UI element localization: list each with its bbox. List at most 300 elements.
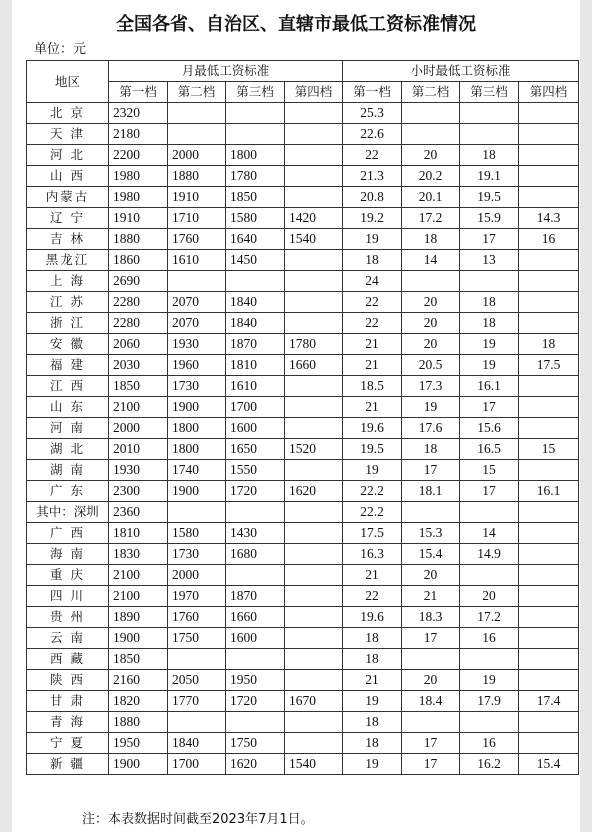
hourly-tier-4-cell: [519, 502, 579, 523]
monthly-tier-1-cell: 2320: [109, 103, 168, 124]
hourly-tier-2-cell: 17: [402, 754, 460, 775]
monthly-tier-4-cell: [285, 292, 343, 313]
monthly-tier-2-cell: 1970: [168, 586, 226, 607]
hourly-tier-2-cell: 20.2: [402, 166, 460, 187]
region-cell: 安 徽: [27, 334, 109, 355]
hourly-tier-3-cell: 17: [460, 481, 519, 502]
table-row: [27, 565, 579, 586]
table-row: [27, 166, 579, 187]
monthly-tier-2-cell: 1960: [168, 355, 226, 376]
unit-label: 单位：元: [34, 42, 87, 57]
hourly-tier-4-cell: [519, 523, 579, 544]
hourly-tier-3-cell: 17: [460, 229, 519, 250]
monthly-tier-4-cell: [285, 607, 343, 628]
hourly-tier-2-cell: 20.1: [402, 187, 460, 208]
hourly-tier-3-cell: 17: [460, 397, 519, 418]
hourly-tier-3-cell: 15.6: [460, 418, 519, 439]
monthly-tier-1-cell: 2300: [109, 481, 168, 502]
header-monthly-tier-2: 第二档: [168, 82, 226, 103]
region-cell: 其中：深圳: [27, 502, 109, 523]
monthly-tier-4-cell: [285, 397, 343, 418]
monthly-tier-3-cell: 1660: [226, 607, 285, 628]
hourly-tier-1-cell: 21: [343, 397, 402, 418]
region-cell: 甘 肃: [27, 691, 109, 712]
hourly-tier-3-cell: 17.9: [460, 691, 519, 712]
table-row: [27, 376, 579, 397]
hourly-tier-1-cell: 19: [343, 229, 402, 250]
table-row: [27, 397, 579, 418]
hourly-tier-3-cell: 19.1: [460, 166, 519, 187]
table-row: [27, 292, 579, 313]
hourly-tier-2-cell: [402, 649, 460, 670]
hourly-tier-1-cell: 18: [343, 733, 402, 754]
hourly-tier-1-cell: 16.3: [343, 544, 402, 565]
monthly-tier-2-cell: 1760: [168, 607, 226, 628]
table-row: [27, 670, 579, 691]
monthly-tier-2-cell: 2050: [168, 670, 226, 691]
monthly-tier-1-cell: 2280: [109, 292, 168, 313]
monthly-tier-2-cell: [168, 712, 226, 733]
hourly-tier-2-cell: 19: [402, 397, 460, 418]
monthly-tier-2-cell: 1760: [168, 229, 226, 250]
monthly-tier-4-cell: [285, 670, 343, 691]
header-hourly: 小时最低工资标准: [343, 61, 579, 82]
header-row-tiers: [27, 82, 579, 103]
table-row: [27, 544, 579, 565]
hourly-tier-2-cell: 17.6: [402, 418, 460, 439]
monthly-tier-1-cell: 1820: [109, 691, 168, 712]
monthly-tier-2-cell: 1910: [168, 187, 226, 208]
header-monthly: 月最低工资标准: [109, 61, 343, 82]
region-cell: 浙 江: [27, 313, 109, 334]
region-cell: 云 南: [27, 628, 109, 649]
monthly-tier-4-cell: [285, 649, 343, 670]
monthly-tier-4-cell: [285, 523, 343, 544]
monthly-tier-2-cell: [168, 649, 226, 670]
monthly-tier-3-cell: 1640: [226, 229, 285, 250]
hourly-tier-3-cell: [460, 271, 519, 292]
table-row: [27, 691, 579, 712]
hourly-tier-1-cell: 19: [343, 691, 402, 712]
monthly-tier-2-cell: 1700: [168, 754, 226, 775]
monthly-tier-2-cell: 1710: [168, 208, 226, 229]
hourly-tier-1-cell: 18.5: [343, 376, 402, 397]
monthly-tier-4-cell: [285, 124, 343, 145]
monthly-tier-4-cell: [285, 586, 343, 607]
hourly-tier-3-cell: 18: [460, 292, 519, 313]
table-row: [27, 145, 579, 166]
hourly-tier-3-cell: [460, 649, 519, 670]
monthly-tier-1-cell: 2010: [109, 439, 168, 460]
hourly-tier-1-cell: 25.3: [343, 103, 402, 124]
monthly-tier-4-cell: 1660: [285, 355, 343, 376]
table-body: [27, 103, 579, 775]
monthly-tier-2-cell: 1880: [168, 166, 226, 187]
monthly-tier-2-cell: [168, 124, 226, 145]
hourly-tier-2-cell: 14: [402, 250, 460, 271]
monthly-tier-4-cell: [285, 418, 343, 439]
region-cell: 北 京: [27, 103, 109, 124]
monthly-tier-4-cell: [285, 313, 343, 334]
table-row: [27, 313, 579, 334]
table-row: [27, 649, 579, 670]
hourly-tier-4-cell: 16.1: [519, 481, 579, 502]
monthly-tier-3-cell: 1450: [226, 250, 285, 271]
monthly-tier-3-cell: 1810: [226, 355, 285, 376]
hourly-tier-3-cell: [460, 103, 519, 124]
hourly-tier-4-cell: [519, 145, 579, 166]
monthly-tier-3-cell: 1700: [226, 397, 285, 418]
monthly-tier-3-cell: 1430: [226, 523, 285, 544]
hourly-tier-1-cell: 21.3: [343, 166, 402, 187]
hourly-tier-3-cell: 17.2: [460, 607, 519, 628]
region-cell: 辽 宁: [27, 208, 109, 229]
monthly-tier-1-cell: 2200: [109, 145, 168, 166]
hourly-tier-4-cell: [519, 460, 579, 481]
hourly-tier-2-cell: [402, 502, 460, 523]
monthly-tier-1-cell: 2000: [109, 418, 168, 439]
footnote: 注：本表数据时间截至2023年7月1日。: [82, 812, 314, 827]
hourly-tier-4-cell: [519, 586, 579, 607]
hourly-tier-1-cell: 19: [343, 754, 402, 775]
monthly-tier-2-cell: 1800: [168, 439, 226, 460]
table-row: [27, 460, 579, 481]
hourly-tier-4-cell: 14.3: [519, 208, 579, 229]
region-cell: 福 建: [27, 355, 109, 376]
monthly-tier-4-cell: [285, 187, 343, 208]
hourly-tier-1-cell: 21: [343, 355, 402, 376]
monthly-tier-4-cell: 1780: [285, 334, 343, 355]
hourly-tier-2-cell: 17.3: [402, 376, 460, 397]
region-cell: 陕 西: [27, 670, 109, 691]
hourly-tier-2-cell: 15.3: [402, 523, 460, 544]
region-cell: 山 西: [27, 166, 109, 187]
hourly-tier-1-cell: 19: [343, 460, 402, 481]
monthly-tier-3-cell: 1620: [226, 754, 285, 775]
hourly-tier-2-cell: 20.5: [402, 355, 460, 376]
monthly-tier-3-cell: 1870: [226, 334, 285, 355]
region-cell: 宁 夏: [27, 733, 109, 754]
hourly-tier-4-cell: [519, 628, 579, 649]
monthly-tier-3-cell: [226, 103, 285, 124]
monthly-tier-1-cell: 1980: [109, 166, 168, 187]
monthly-tier-1-cell: 1890: [109, 607, 168, 628]
monthly-tier-4-cell: [285, 502, 343, 523]
monthly-tier-1-cell: 1810: [109, 523, 168, 544]
header-monthly-tier-1: 第一档: [109, 82, 168, 103]
monthly-tier-4-cell: [285, 628, 343, 649]
monthly-tier-2-cell: 2070: [168, 313, 226, 334]
hourly-tier-2-cell: 18.4: [402, 691, 460, 712]
monthly-tier-1-cell: 2360: [109, 502, 168, 523]
hourly-tier-4-cell: [519, 712, 579, 733]
monthly-tier-4-cell: [285, 166, 343, 187]
hourly-tier-4-cell: [519, 418, 579, 439]
hourly-tier-4-cell: [519, 397, 579, 418]
hourly-tier-1-cell: 22: [343, 586, 402, 607]
monthly-tier-1-cell: 1900: [109, 754, 168, 775]
hourly-tier-3-cell: 16: [460, 628, 519, 649]
document-title: 全国各省、自治区、直辖市最低工资标准情况: [116, 14, 476, 35]
monthly-tier-3-cell: 1870: [226, 586, 285, 607]
monthly-tier-3-cell: 1720: [226, 691, 285, 712]
table-row: [27, 607, 579, 628]
table-row: [27, 250, 579, 271]
monthly-tier-2-cell: 2000: [168, 145, 226, 166]
hourly-tier-2-cell: [402, 712, 460, 733]
monthly-tier-2-cell: 1770: [168, 691, 226, 712]
monthly-tier-3-cell: 1800: [226, 145, 285, 166]
monthly-tier-3-cell: 1720: [226, 481, 285, 502]
monthly-tier-3-cell: 1840: [226, 292, 285, 313]
monthly-tier-2-cell: [168, 103, 226, 124]
region-cell: 上 海: [27, 271, 109, 292]
hourly-tier-2-cell: 18: [402, 229, 460, 250]
hourly-tier-3-cell: 16: [460, 733, 519, 754]
monthly-tier-4-cell: 1540: [285, 754, 343, 775]
hourly-tier-2-cell: 20: [402, 334, 460, 355]
table-row: [27, 502, 579, 523]
hourly-tier-1-cell: 18: [343, 712, 402, 733]
monthly-tier-2-cell: 1900: [168, 481, 226, 502]
hourly-tier-2-cell: 15.4: [402, 544, 460, 565]
header-hourly-tier-2: 第二档: [402, 82, 460, 103]
region-cell: 内蒙古: [27, 187, 109, 208]
hourly-tier-4-cell: 17.4: [519, 691, 579, 712]
hourly-tier-4-cell: [519, 103, 579, 124]
monthly-tier-3-cell: 1840: [226, 313, 285, 334]
monthly-tier-4-cell: 1620: [285, 481, 343, 502]
table-row: [27, 187, 579, 208]
monthly-tier-3-cell: 1610: [226, 376, 285, 397]
hourly-tier-4-cell: [519, 565, 579, 586]
monthly-tier-4-cell: [285, 544, 343, 565]
header-hourly-tier-3: 第三档: [460, 82, 519, 103]
monthly-tier-4-cell: 1670: [285, 691, 343, 712]
table-row: [27, 334, 579, 355]
monthly-tier-4-cell: [285, 733, 343, 754]
region-cell: 贵 州: [27, 607, 109, 628]
hourly-tier-4-cell: [519, 271, 579, 292]
hourly-tier-4-cell: [519, 166, 579, 187]
hourly-tier-3-cell: [460, 124, 519, 145]
table-row: [27, 418, 579, 439]
hourly-tier-3-cell: [460, 712, 519, 733]
hourly-tier-3-cell: 20: [460, 586, 519, 607]
hourly-tier-2-cell: 20: [402, 313, 460, 334]
table-row: [27, 523, 579, 544]
hourly-tier-1-cell: 22: [343, 313, 402, 334]
monthly-tier-1-cell: 1930: [109, 460, 168, 481]
table-row: [27, 481, 579, 502]
monthly-tier-2-cell: 2000: [168, 565, 226, 586]
region-cell: 江 西: [27, 376, 109, 397]
hourly-tier-3-cell: 15: [460, 460, 519, 481]
hourly-tier-1-cell: 22.2: [343, 481, 402, 502]
monthly-tier-3-cell: 1580: [226, 208, 285, 229]
monthly-tier-3-cell: 1550: [226, 460, 285, 481]
hourly-tier-1-cell: 19.5: [343, 439, 402, 460]
monthly-tier-1-cell: 1830: [109, 544, 168, 565]
monthly-tier-4-cell: 1420: [285, 208, 343, 229]
region-cell: 湖 南: [27, 460, 109, 481]
monthly-tier-4-cell: 1540: [285, 229, 343, 250]
monthly-tier-2-cell: 1610: [168, 250, 226, 271]
region-cell: 重 庆: [27, 565, 109, 586]
table-row: [27, 586, 579, 607]
hourly-tier-1-cell: 21: [343, 334, 402, 355]
monthly-tier-4-cell: [285, 565, 343, 586]
monthly-tier-2-cell: 1750: [168, 628, 226, 649]
hourly-tier-2-cell: 17: [402, 733, 460, 754]
monthly-tier-3-cell: [226, 649, 285, 670]
monthly-tier-3-cell: [226, 124, 285, 145]
hourly-tier-3-cell: 16.1: [460, 376, 519, 397]
monthly-tier-3-cell: 1680: [226, 544, 285, 565]
hourly-tier-2-cell: 21: [402, 586, 460, 607]
hourly-tier-4-cell: [519, 649, 579, 670]
header-monthly-tier-4: 第四档: [285, 82, 343, 103]
hourly-tier-4-cell: [519, 607, 579, 628]
hourly-tier-4-cell: 17.5: [519, 355, 579, 376]
monthly-tier-1-cell: 2160: [109, 670, 168, 691]
monthly-tier-4-cell: [285, 103, 343, 124]
monthly-tier-4-cell: [285, 271, 343, 292]
region-cell: 海 南: [27, 544, 109, 565]
hourly-tier-4-cell: [519, 544, 579, 565]
monthly-tier-1-cell: 1910: [109, 208, 168, 229]
hourly-tier-4-cell: 18: [519, 334, 579, 355]
monthly-tier-1-cell: 2280: [109, 313, 168, 334]
hourly-tier-1-cell: 22.2: [343, 502, 402, 523]
table-row: [27, 712, 579, 733]
hourly-tier-3-cell: 14: [460, 523, 519, 544]
monthly-tier-1-cell: 1980: [109, 187, 168, 208]
hourly-tier-1-cell: 22: [343, 292, 402, 313]
monthly-tier-3-cell: 1650: [226, 439, 285, 460]
table-row: [27, 628, 579, 649]
region-cell: 广 东: [27, 481, 109, 502]
monthly-tier-1-cell: 2690: [109, 271, 168, 292]
region-cell: 江 苏: [27, 292, 109, 313]
region-cell: 广 西: [27, 523, 109, 544]
monthly-tier-2-cell: 1730: [168, 376, 226, 397]
monthly-tier-1-cell: 1880: [109, 712, 168, 733]
table-row: [27, 355, 579, 376]
hourly-tier-1-cell: 22: [343, 145, 402, 166]
hourly-tier-4-cell: [519, 313, 579, 334]
monthly-tier-2-cell: 1900: [168, 397, 226, 418]
monthly-tier-2-cell: 1800: [168, 418, 226, 439]
hourly-tier-1-cell: 22.6: [343, 124, 402, 145]
monthly-tier-2-cell: 1930: [168, 334, 226, 355]
monthly-tier-3-cell: [226, 565, 285, 586]
monthly-tier-1-cell: 1860: [109, 250, 168, 271]
hourly-tier-2-cell: 20: [402, 145, 460, 166]
monthly-tier-3-cell: [226, 502, 285, 523]
header-hourly-tier-1: 第一档: [343, 82, 402, 103]
hourly-tier-2-cell: 17: [402, 628, 460, 649]
hourly-tier-2-cell: 17.2: [402, 208, 460, 229]
hourly-tier-4-cell: [519, 292, 579, 313]
hourly-tier-4-cell: [519, 187, 579, 208]
monthly-tier-3-cell: 1850: [226, 187, 285, 208]
monthly-tier-3-cell: 1600: [226, 628, 285, 649]
monthly-tier-1-cell: 2100: [109, 586, 168, 607]
monthly-tier-1-cell: 2100: [109, 565, 168, 586]
monthly-tier-1-cell: 1950: [109, 733, 168, 754]
monthly-tier-4-cell: [285, 250, 343, 271]
hourly-tier-3-cell: 19: [460, 670, 519, 691]
hourly-tier-3-cell: 14.9: [460, 544, 519, 565]
monthly-tier-1-cell: 1850: [109, 649, 168, 670]
monthly-tier-1-cell: 2060: [109, 334, 168, 355]
monthly-tier-4-cell: [285, 145, 343, 166]
hourly-tier-4-cell: 15: [519, 439, 579, 460]
monthly-tier-1-cell: 2100: [109, 397, 168, 418]
monthly-tier-2-cell: 1740: [168, 460, 226, 481]
table-row: [27, 124, 579, 145]
hourly-tier-1-cell: 19.6: [343, 607, 402, 628]
hourly-tier-1-cell: 17.5: [343, 523, 402, 544]
monthly-tier-1-cell: 1850: [109, 376, 168, 397]
hourly-tier-3-cell: [460, 502, 519, 523]
monthly-tier-2-cell: 1840: [168, 733, 226, 754]
region-cell: 四 川: [27, 586, 109, 607]
hourly-tier-3-cell: 19: [460, 355, 519, 376]
header-row-group: [27, 61, 579, 82]
hourly-tier-1-cell: 18: [343, 628, 402, 649]
hourly-tier-2-cell: [402, 103, 460, 124]
hourly-tier-4-cell: 15.4: [519, 754, 579, 775]
hourly-tier-2-cell: 20: [402, 292, 460, 313]
region-cell: 山 东: [27, 397, 109, 418]
hourly-tier-2-cell: 20: [402, 670, 460, 691]
monthly-tier-2-cell: [168, 271, 226, 292]
monthly-tier-3-cell: [226, 271, 285, 292]
minimum-wage-table: [26, 60, 579, 775]
hourly-tier-1-cell: 19.2: [343, 208, 402, 229]
monthly-tier-2-cell: 1730: [168, 544, 226, 565]
hourly-tier-1-cell: 21: [343, 565, 402, 586]
table-row: [27, 229, 579, 250]
table-row: [27, 103, 579, 124]
hourly-tier-3-cell: 18: [460, 313, 519, 334]
monthly-tier-3-cell: 1750: [226, 733, 285, 754]
hourly-tier-3-cell: 19.5: [460, 187, 519, 208]
table-row: [27, 733, 579, 754]
hourly-tier-2-cell: 18: [402, 439, 460, 460]
hourly-tier-4-cell: [519, 670, 579, 691]
hourly-tier-1-cell: 24: [343, 271, 402, 292]
hourly-tier-1-cell: 18: [343, 649, 402, 670]
hourly-tier-4-cell: [519, 733, 579, 754]
region-cell: 吉 林: [27, 229, 109, 250]
header-hourly-tier-4: 第四档: [519, 82, 579, 103]
hourly-tier-2-cell: 18.1: [402, 481, 460, 502]
hourly-tier-3-cell: [460, 565, 519, 586]
hourly-tier-3-cell: 16.2: [460, 754, 519, 775]
hourly-tier-2-cell: 20: [402, 565, 460, 586]
region-cell: 湖 北: [27, 439, 109, 460]
monthly-tier-2-cell: 1580: [168, 523, 226, 544]
document-page: [12, 0, 580, 832]
monthly-tier-1-cell: 1880: [109, 229, 168, 250]
hourly-tier-3-cell: 15.9: [460, 208, 519, 229]
table-row: [27, 439, 579, 460]
monthly-tier-3-cell: 1600: [226, 418, 285, 439]
hourly-tier-4-cell: [519, 124, 579, 145]
